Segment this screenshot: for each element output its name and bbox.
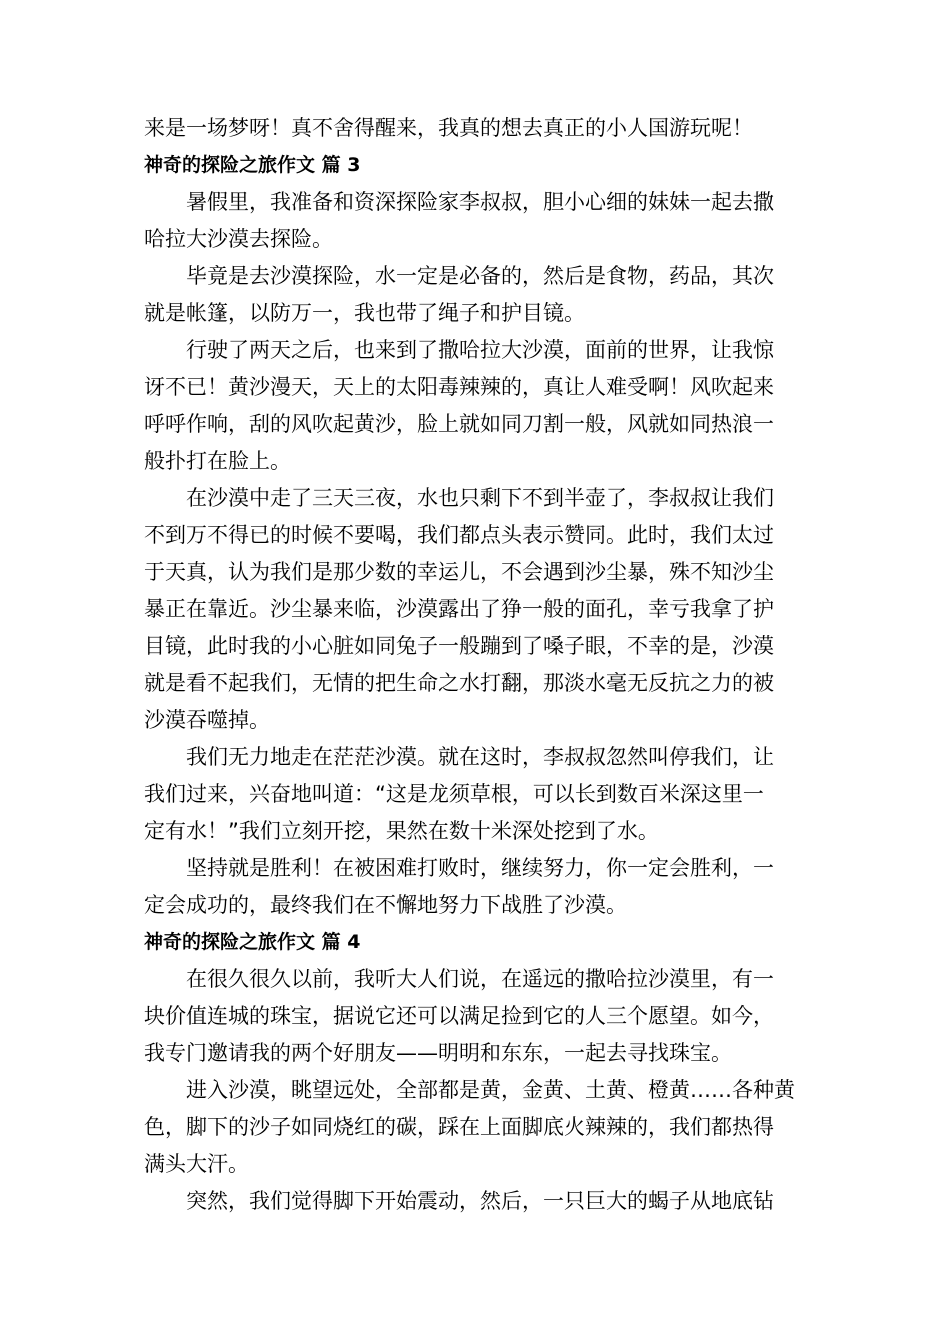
text-line: 行驶了两天之后，也来到了撒哈拉大沙漠，面前的世界，让我惊 — [144, 338, 774, 362]
text-line: 定有水！”我们立刻开挖，果然在数十米深处挖到了水。 — [144, 819, 659, 843]
text-line: 毕竟是去沙漠探险，水一定是必备的，然后是食物，药品，其次 — [144, 264, 774, 288]
text-line: 般扑打在脸上。 — [144, 449, 291, 473]
section-heading: 神奇的探险之旅作文 篇 3 — [144, 154, 361, 176]
text-line: 暑假里，我准备和资深探险家李叔叔，胆小心细的妹妹一起去撒 — [144, 190, 774, 214]
text-line: 沙漠吞噬掉。 — [144, 708, 270, 732]
text-line: 我们过来，兴奋地叫道：“这是龙须草根，可以长到数百米深这里一 — [144, 782, 764, 806]
text-line: 来是一场梦呀！真不舍得醒来，我真的想去真正的小人国游玩呢！ — [144, 116, 753, 140]
text-line: 在很久很久以前，我听大人们说，在遥远的撒哈拉沙漠里，有一 — [144, 967, 774, 991]
text-line: 满头大汗。 — [144, 1152, 249, 1176]
text-line: 就是看不起我们，无情的把生命之水打翻，那淡水毫无反抗之力的被 — [144, 671, 774, 695]
section-heading: 神奇的探险之旅作文 篇 4 — [144, 931, 361, 953]
text-line: 于天真，认为我们是那少数的幸运儿，不会遇到沙尘暴，殊不知沙尘 — [144, 560, 774, 584]
text-line: 就是帐篷，以防万一，我也带了绳子和护目镜。 — [144, 301, 585, 325]
document-page — [144, 110, 808, 1220]
text-line: 我们无力地走在茫茫沙漠。就在这时，李叔叔忽然叫停我们，让 — [144, 745, 774, 769]
text-line: 不到万不得已的时候不要喝，我们都点头表示赞同。此时，我们太过 — [144, 523, 774, 547]
text-line: 块价值连城的珠宝，据说它还可以满足捡到它的人三个愿望。如今， — [144, 1004, 774, 1028]
text-line: 突然，我们觉得脚下开始震动，然后，一只巨大的蝎子从地底钻 — [144, 1189, 774, 1213]
text-line: 呼呼作响，刮的风吹起黄沙，脸上就如同刀割一般，风就如同热浪一 — [144, 412, 774, 436]
text-line: 定会成功的，最终我们在不懈地努力下战胜了沙漠。 — [144, 893, 627, 917]
text-line: 色，脚下的沙子如同烧红的碳，踩在上面脚底火辣辣的，我们都热得 — [144, 1115, 774, 1139]
text-line: 暴正在靠近。沙尘暴来临，沙漠露出了狰一般的面孔，幸亏我拿了护 — [144, 597, 774, 621]
text-line: 讶不已！黄沙漫天，天上的太阳毒辣辣的，真让人难受啊！风吹起来 — [144, 375, 774, 399]
text-line: 目镜，此时我的小心脏如同兔子一般蹦到了嗓子眼，不幸的是，沙漠 — [144, 634, 774, 658]
text-line: 进入沙漠，眺望远处，全部都是黄，金黄、土黄、橙黄……各种黄 — [144, 1078, 795, 1102]
text-line: 在沙漠中走了三天三夜，水也只剩下不到半壶了，李叔叔让我们 — [144, 486, 774, 510]
text-line: 坚持就是胜利！在被困难打败时，继续努力，你一定会胜利，一 — [144, 856, 774, 880]
text-line: 哈拉大沙漠去探险。 — [144, 227, 333, 251]
text-line: 我专门邀请我的两个好朋友——明明和东东，一起去寻找珠宝。 — [144, 1041, 732, 1065]
